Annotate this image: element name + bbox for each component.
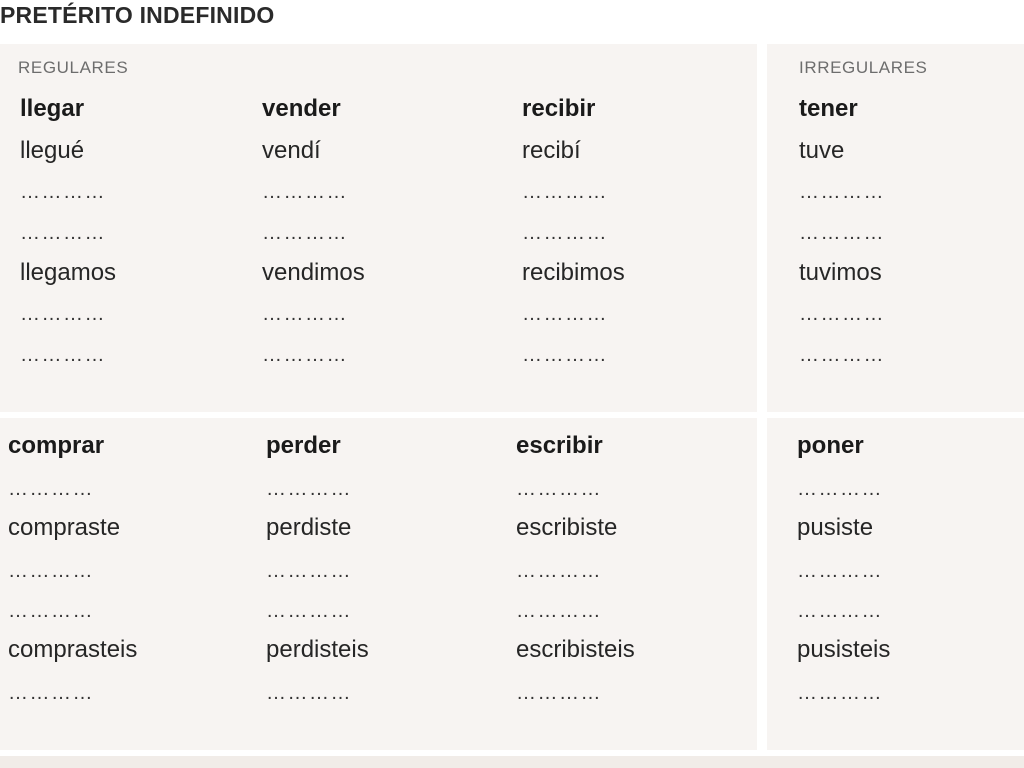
- form-nosotros: vendimos: [262, 259, 365, 286]
- form-tu: pusiste: [797, 514, 874, 541]
- blank-el: …………: [516, 560, 602, 582]
- form-nosotros: llegamos: [20, 259, 117, 286]
- blank-vosotros: …………: [262, 303, 348, 325]
- infinitive: escribir: [516, 432, 603, 459]
- infinitive: vender: [262, 95, 341, 122]
- blank-ellos: …………: [516, 682, 602, 704]
- irregulares-label: IRREGULARES: [799, 58, 928, 77]
- infinitive: perder: [266, 432, 341, 459]
- form-tu: escribiste: [516, 514, 618, 541]
- form-yo: vendí: [262, 137, 321, 164]
- blank-yo: …………: [266, 478, 352, 500]
- blank-yo: …………: [516, 478, 602, 500]
- column-divider: [757, 44, 767, 750]
- blank-vosotros: …………: [20, 303, 106, 325]
- blank-tu: …………: [522, 181, 608, 203]
- infinitive: poner: [797, 432, 864, 459]
- blank-ellos: …………: [522, 344, 608, 366]
- infinitive: tener: [799, 95, 858, 122]
- blank-yo: …………: [8, 478, 94, 500]
- blank-tu: …………: [799, 181, 885, 203]
- bottom-strip: [0, 756, 1024, 768]
- form-vosotros: escribisteis: [516, 636, 635, 663]
- form-vosotros: comprasteis: [8, 636, 138, 663]
- blank-el: …………: [262, 222, 348, 244]
- regulares-label: REGULARES: [18, 58, 129, 77]
- blank-ellos: …………: [799, 344, 885, 366]
- blank-vosotros: …………: [522, 303, 608, 325]
- blank-el: …………: [266, 560, 352, 582]
- blank-nosotros: …………: [797, 600, 883, 622]
- regulares-panel-bottom: [0, 418, 757, 750]
- infinitive: recibir: [522, 95, 596, 122]
- blank-yo: …………: [797, 478, 883, 500]
- form-yo: llegué: [20, 137, 85, 164]
- page-title: PRETÉRITO INDEFINIDO: [0, 2, 275, 28]
- form-vosotros: pusisteis: [797, 636, 891, 663]
- blank-nosotros: …………: [266, 600, 352, 622]
- form-tu: perdiste: [266, 514, 352, 541]
- form-nosotros: recibimos: [522, 259, 625, 286]
- blank-el: …………: [20, 222, 106, 244]
- infinitive: llegar: [20, 95, 85, 122]
- form-yo: recibí: [522, 137, 581, 164]
- blank-nosotros: …………: [8, 600, 94, 622]
- blank-ellos: …………: [797, 682, 883, 704]
- form-nosotros: tuvimos: [799, 259, 882, 286]
- regulares-panel-top: [0, 44, 757, 412]
- blank-el: …………: [799, 222, 885, 244]
- blank-tu: …………: [262, 181, 348, 203]
- blank-nosotros: …………: [516, 600, 602, 622]
- blank-ellos: …………: [20, 344, 106, 366]
- blank-ellos: …………: [262, 344, 348, 366]
- form-vosotros: perdisteis: [266, 636, 369, 663]
- blank-tu: …………: [20, 181, 106, 203]
- blank-el: …………: [797, 560, 883, 582]
- form-tu: compraste: [8, 514, 121, 541]
- blank-vosotros: …………: [799, 303, 885, 325]
- form-yo: tuve: [799, 137, 845, 164]
- blank-el: …………: [8, 560, 94, 582]
- infinitive: comprar: [8, 432, 105, 459]
- blank-el: …………: [522, 222, 608, 244]
- blank-ellos: …………: [8, 682, 94, 704]
- blank-ellos: …………: [266, 682, 352, 704]
